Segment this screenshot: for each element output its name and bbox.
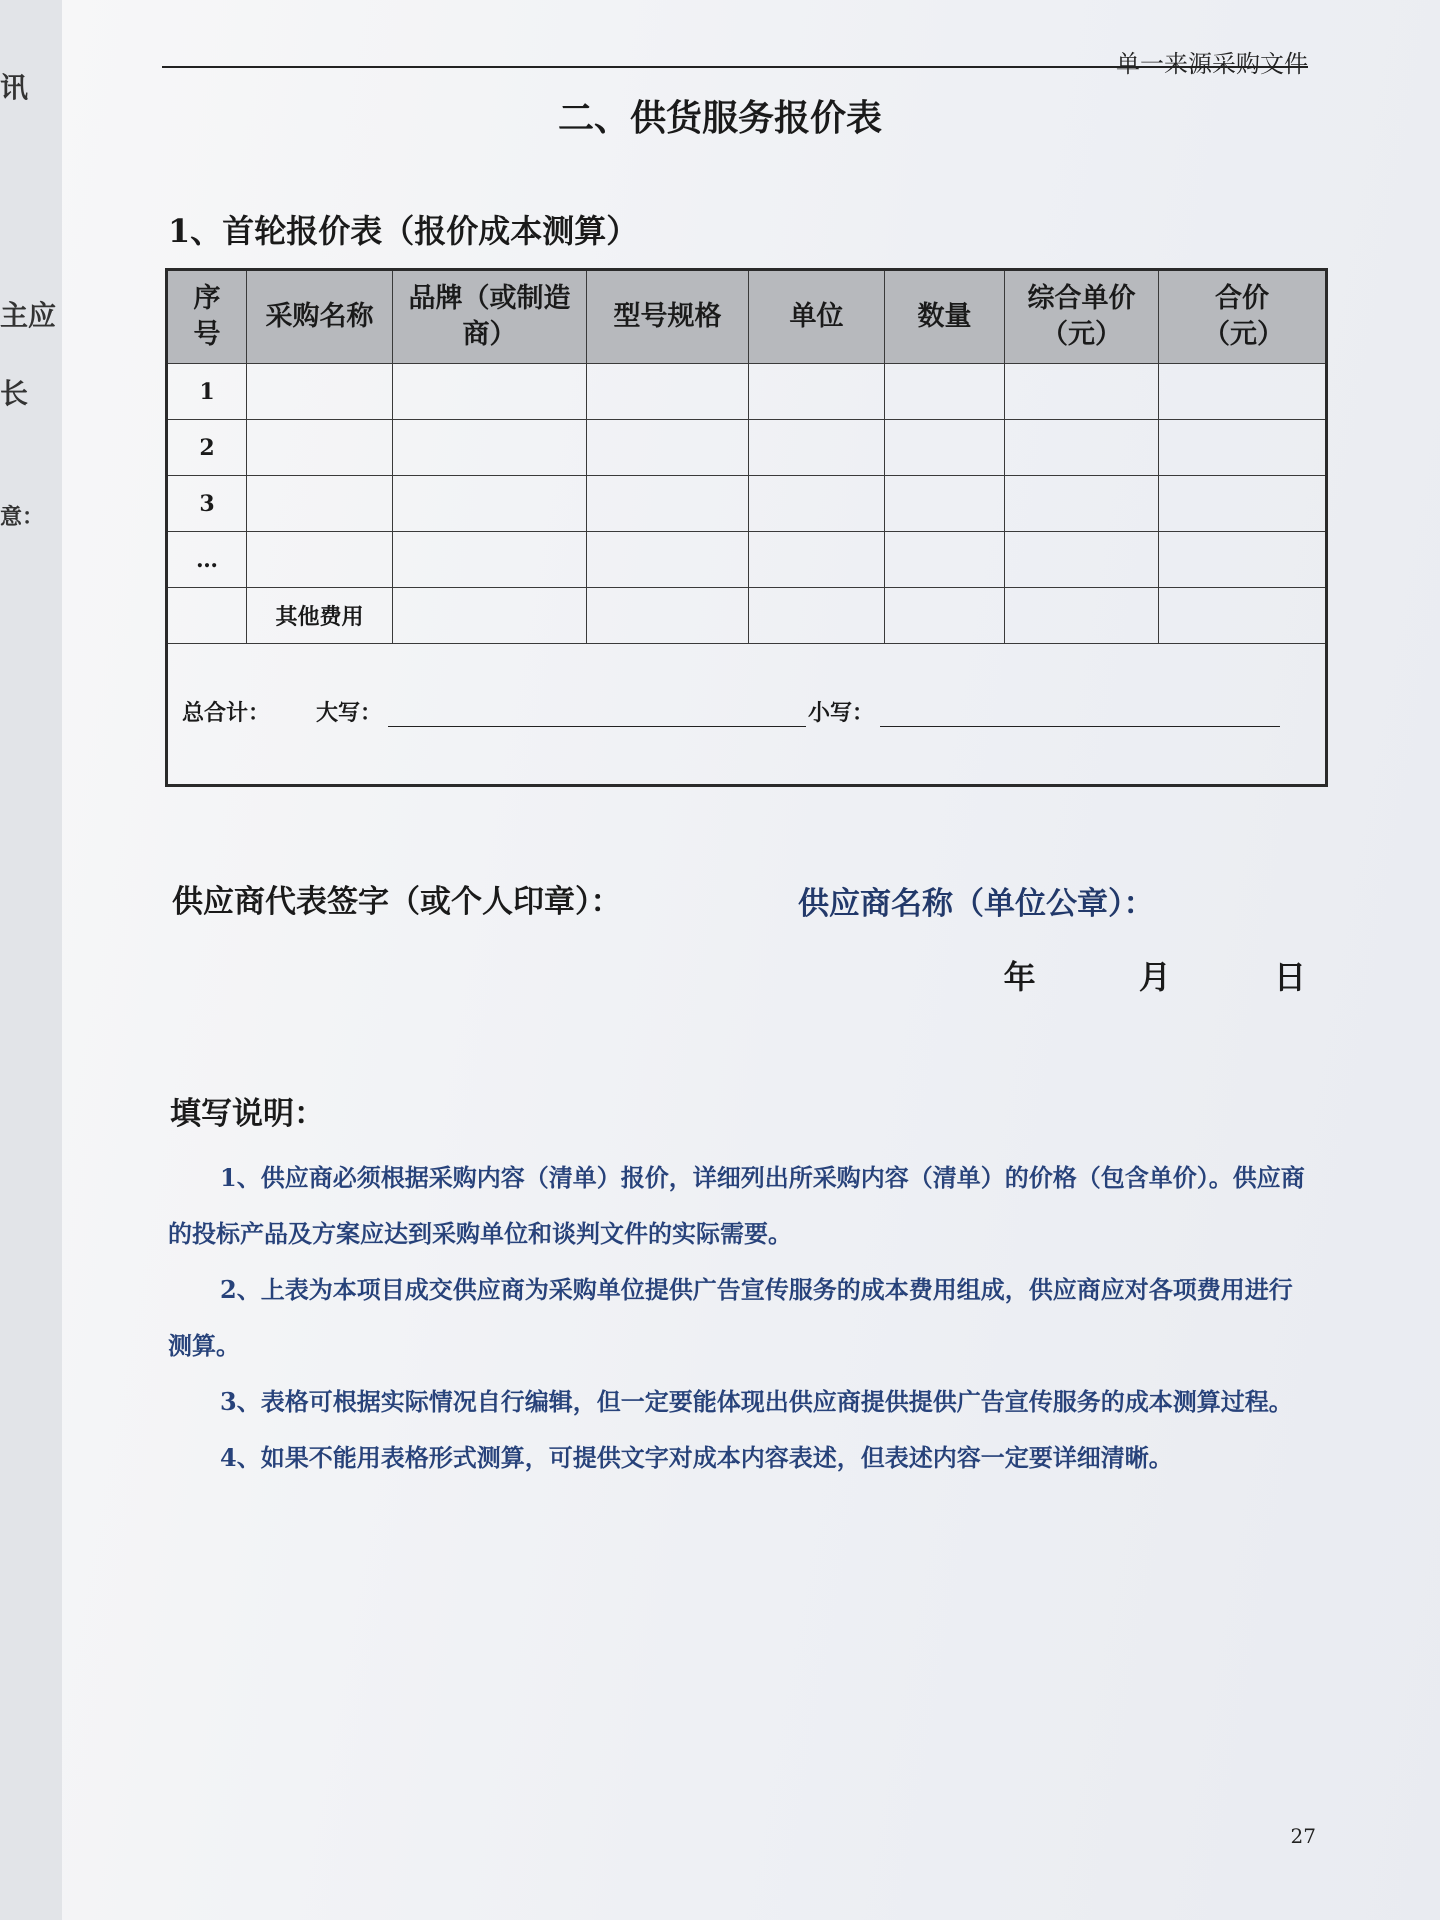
total-label: 总合计： — [182, 700, 271, 726]
header-cell: 单位 — [749, 270, 885, 364]
table-cell[interactable] — [393, 420, 587, 476]
table-cell[interactable] — [1159, 588, 1327, 644]
table-cell[interactable] — [1159, 476, 1327, 532]
upper-case-amount-field[interactable] — [388, 726, 806, 727]
notes-list — [168, 1150, 1308, 1486]
header-cell: 型号规格 — [587, 270, 749, 364]
back-page-fragment: 意： — [0, 504, 45, 530]
header-cell: 合价（元） — [1159, 270, 1327, 364]
table-cell[interactable] — [749, 364, 885, 420]
table-cell[interactable] — [749, 588, 885, 644]
header-cell: 数量 — [885, 270, 1005, 364]
note-item: 3、表格可根据实际情况自行编辑，但一定要能体现出供应商提供提供广告宣传服务的成本测算过程。 — [220, 1387, 1293, 1416]
lower-case-label: 小写： — [808, 700, 875, 726]
lower-case-amount-field[interactable] — [880, 726, 1280, 727]
date-line — [960, 952, 1306, 998]
page-number: 27 — [1290, 1824, 1316, 1848]
row-number: 2 — [167, 420, 247, 476]
table-cell[interactable] — [885, 364, 1005, 420]
upper-case-label: 大写： — [316, 700, 383, 726]
table-cell[interactable] — [1159, 364, 1327, 420]
table-cell[interactable] — [247, 420, 393, 476]
date-day: 日 — [1273, 958, 1306, 996]
table-cell[interactable] — [749, 476, 885, 532]
table-cell[interactable] — [587, 476, 749, 532]
row-number: 1 — [167, 364, 247, 420]
table-row — [167, 420, 1327, 476]
table-cell[interactable] — [587, 532, 749, 588]
quotation-table — [165, 268, 1328, 787]
note-item: 4、如果不能用表格形式测算，可提供文字对成本内容表述，但表述内容一定要详细清晰。 — [220, 1443, 1173, 1472]
table-cell[interactable] — [885, 420, 1005, 476]
table-cell[interactable] — [247, 364, 393, 420]
table-row — [167, 364, 1327, 420]
back-page-fragment: 长 — [0, 377, 29, 410]
header-cell: 采购名称 — [247, 270, 393, 364]
note-item: 2、上表为本项目成交供应商为采购单位提供广告宣传服务的成本费用组成，供应商应对各项费用进行测算。 — [168, 1275, 1293, 1360]
table-cell[interactable] — [1005, 532, 1159, 588]
table-cell[interactable] — [885, 532, 1005, 588]
total-cell — [167, 644, 1327, 786]
running-header: 单一来源采购文件 — [1116, 50, 1308, 78]
header-cell: 综合单价（元） — [1005, 270, 1159, 364]
table-cell[interactable] — [749, 420, 885, 476]
date-year: 年 — [1003, 958, 1036, 996]
other-fees-label: 其他费用 — [247, 588, 393, 644]
section-subtitle: 1、首轮报价表（报价成本测算） — [168, 212, 639, 250]
header-cell: 序号 — [167, 270, 247, 364]
table-cell[interactable] — [587, 588, 749, 644]
row-number: … — [167, 532, 247, 588]
table-cell[interactable] — [587, 420, 749, 476]
header-cell: 品牌（或制造商） — [393, 270, 587, 364]
back-page-fragment: 主应 — [0, 299, 57, 332]
table-cell[interactable] — [1005, 364, 1159, 420]
supplier-name-label: 供应商名称（单位公章）： — [798, 886, 1155, 922]
table-row — [167, 532, 1327, 588]
note-item: 1、供应商必须根据采购内容（清单）报价，详细列出所采购内容（清单）的价格（包含单价）。供应商的投标产品及方案应达到采购单位和谈判文件的实际需要。 — [168, 1163, 1305, 1248]
table-cell[interactable] — [393, 476, 587, 532]
table-cell[interactable] — [1005, 420, 1159, 476]
back-page-fragment: 讯 — [0, 71, 29, 104]
notes-title: 填写说明： — [170, 1096, 325, 1132]
table-cell[interactable] — [749, 532, 885, 588]
table-cell[interactable] — [1159, 420, 1327, 476]
header-rule — [162, 66, 1308, 68]
table-cell[interactable] — [393, 532, 587, 588]
total-row — [167, 644, 1327, 786]
table-header-row — [167, 270, 1327, 364]
row-number: 3 — [167, 476, 247, 532]
document-title: 二、供货服务报价表 — [557, 97, 882, 139]
table-cell[interactable] — [1005, 588, 1159, 644]
back-page-edge — [0, 0, 62, 1920]
date-month: 月 — [1138, 958, 1171, 996]
table-cell[interactable] — [247, 532, 393, 588]
table-cell[interactable] — [885, 476, 1005, 532]
table-cell[interactable] — [1159, 532, 1327, 588]
table-row-other-fees — [167, 588, 1327, 644]
table-cell[interactable] — [587, 364, 749, 420]
table-row — [167, 476, 1327, 532]
table-cell[interactable] — [885, 588, 1005, 644]
table-cell[interactable] — [393, 588, 587, 644]
row-number — [167, 588, 247, 644]
table-cell[interactable] — [247, 476, 393, 532]
representative-signature-label: 供应商代表签字（或个人印章）： — [172, 884, 622, 920]
table-cell[interactable] — [1005, 476, 1159, 532]
table-cell[interactable] — [393, 364, 587, 420]
